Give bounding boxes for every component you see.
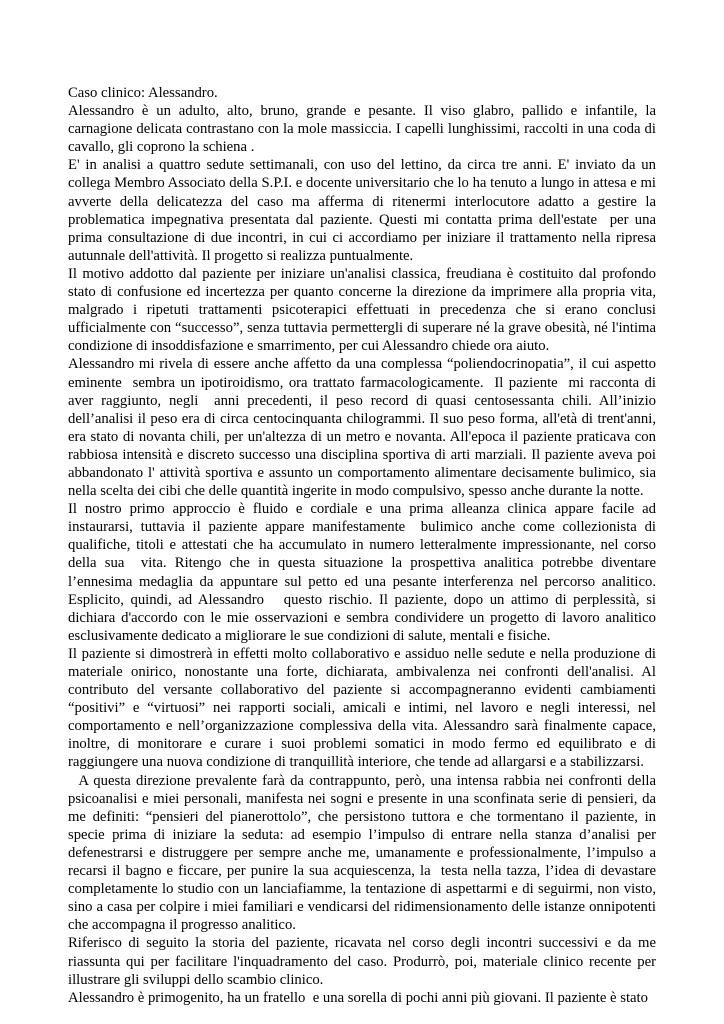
paragraph-first-approach: Il nostro primo approccio è fluido e cordiale e una prima alleanza clinica appare facile ad instaurarsi, tuttavia il paziente appare manifestamente bulimico anche come collezionista di qualifiche, titoli e attestati che ha accumulato in numero letteralmente impressionante, nel corso della sua vita. Ritengo che in questa situazione la prospettiva analitica potrebbe diventare l’ennesima medaglia da appuntare sul petto ed una pesante interferenza nel percorso analitico. Esplicito, quindi, ad Alessandro questo rischio. Il paziente, dopo un attimo di perplessità, si dichiara d'accordo con le mie osservazioni e sembra condividere un progetto di lavoro analitico esclusivamente dedicato a migliorare le sue condizioni di salute, mentali e fisiche. (68, 501, 660, 644)
document-title: Caso clinico: Alessandro. (68, 85, 218, 101)
paragraph-counterpoint: A questa direzione prevalente farà da contrappunto, però, una intensa rabbia nei confronti della psicoanalisi e miei personali, manifesta nei sogni e presente in una sconfinata serie di pensieri, da me definiti: “pensieri del pianerottolo”, che persistono tuttora e che tormentano il paziente, in specie prima di iniziare la seduta: ad esempio l’impulso di entrare nella stanza d’analisi per defenestrarsi e distruggere per sempre anche me, umanamente e professionalmente, l’impulso a recarsi il bagno e ficcare, per punire la sua acquiescenza, la testa nella tazza, l’idea di devastare completamente lo studio con un lanciafiamme, la tentazione di aspettarmi e di seguirmi, non visto, sino a casa per colpire i miei familiari e vendicarsi del ridimensionamento delle istanze onnipotenti che accompagna il progresso analitico. (68, 772, 660, 934)
paragraph-motive: Il motivo addotto dal paziente per iniziare un'analisi classica, freudiana è costituito dal profondo stato di confusione ed incertezza per quanto concerne la direzione da imprimere alla propria vita, malgrado i ripetuti trattamenti psicoterapici effettuati in precedenza che si erano conclusi ufficialmente con “successo”, senza tuttavia permettergli di superare né la grave obesità, né l'intima condizione di insoddisfazione e smarrimento, per cui Alessandro chiede ora aiuto. (68, 265, 660, 355)
paragraph-family: Alessandro è primogenito, ha un fratello e una sorella di pochi anni più giovani. Il paziente è stato (68, 989, 648, 1006)
paragraph-medical-history: Alessandro mi rivela di essere anche affetto da una complessa “poliendocrinopatia”, il cui aspetto eminente sembra un ipotiroidismo, ora trattato farmacologicamente. Il paziente mi racconta di aver raggiunto, negli anni precedenti, il peso record di quasi centosessanta chili. All’inizio dell’analisi il peso era di circa centocinquanta chilogrammi. Il suo peso forma, all'età di trent'anni, era stato di novanta chili, per un'altezza di un metro e novanta. All'epoca il paziente praticava con rabbiosa intensità e discreto successo una disciplina sportiva di arti marziali. Il paziente aveva poi abbandonato l' attività sportiva e assunto un comportamento alimentare decisamente bulimico, sia nella scelta dei cibi che delle quantità ingerite in modo compulsivo, spesso anche durante la notte. (68, 356, 660, 500)
paragraph-collaboration: Il paziente si dimostrerà in effetti molto collaborativo e assiduo nelle sedute e nella produzione di materiale onirico, nonostante una forte, dichiarata, ambivalenza nei confronti dell'analisi. Al contributo del versante collaborativo del paziente si accompagneranno evidenti cambiamenti “positivi” e “virtuosi” nei rapporti sociali, amicali e intimi, nel lavoro e negli interessi, nel comportamento e nell’organizzazione complessiva della vita. Alessandro sarà finalmente capace, inoltre, di monitorare e curare i suoi problemi somatici in modo fermo ed equilibrato e di raggiungere una nuova condizione di tranquillità interiore, che tende ad allargarsi e a stabilizzarsi. (68, 645, 660, 771)
document-page (68, 84, 660, 1007)
paragraph-referral: E' in analisi a quattro sedute settimanali, con uso del lettino, da circa tre anni. E' inviato da un collega Membro Associato della S.P.I. e docente universitario che lo ha tenuto a lungo in attesa e mi avverte della delicatezza del caso ma afferma di ritenermi interlocutore adatto a gestire la problematica impegnativa presentata dal paziente. Questi mi contatta prima dell'estate per una prima consultazione di due incontri, in cui ci accordiamo per iniziare il trattamento nella ripresa autunnale dell'attività. Il progetto si realizza puntualmente. (68, 157, 660, 264)
paragraph-description: Alessandro è un adulto, alto, bruno, grande e pesante. Il viso glabro, pallido e infantile, la carnagione delicata contrastano con la mole massiccia. I capelli lunghissimi, raccolti in una coda di cavallo, gli coprono la schiena . (68, 103, 660, 156)
paragraph-history-intro: Riferisco di seguito la storia del paziente, ricavata nel corso degli incontri successivi e da me riassunta qui per facilitare l'inquadramento del caso. Produrrò, poi, materiale clinico recente per illustrare gli sviluppi dello scambio clinico. (68, 935, 660, 988)
